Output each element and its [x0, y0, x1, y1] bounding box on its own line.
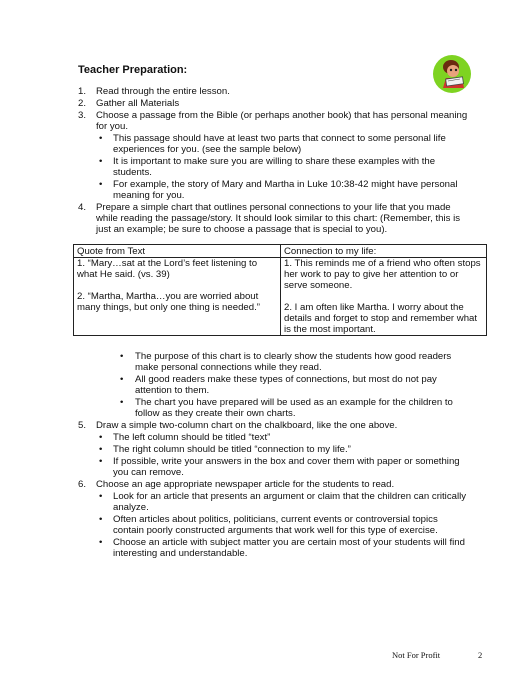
lesson-body: [77, 86, 481, 559]
chart-header-quote: Quote from Text: [74, 245, 281, 258]
step-1: [78, 86, 468, 97]
bullet-icon: •: [99, 491, 103, 502]
bullet-icon: •: [120, 351, 124, 362]
bullet-text: It is important to make sure you are willing to share these examples with the students.: [113, 156, 436, 178]
step-3-bullet: [78, 179, 468, 201]
bullet-text: The purpose of this chart is to clearly show the students how good readers make personal connections while they read.: [135, 351, 452, 373]
bullet-icon: •: [99, 514, 103, 525]
step-6-bullet: [78, 491, 468, 513]
step-5-bullet: [78, 456, 468, 478]
step-number: 1.: [78, 86, 87, 97]
step-6-bullet: [78, 537, 468, 559]
step-number: 5.: [78, 420, 87, 431]
step-number: 4.: [78, 202, 87, 213]
step-text: Choose a passage from the Bible (or perhaps another book) that has personal meaning for you.: [96, 110, 468, 132]
step-5: [78, 420, 468, 431]
chart-header-row: [74, 245, 487, 258]
bullet-text: If possible, write your answers in the box and cover them with paper or something you can remove.: [113, 456, 460, 478]
bullet-icon: •: [99, 537, 103, 548]
page-heading: Teacher Preparation:: [78, 64, 188, 76]
bullet-icon: •: [99, 432, 103, 443]
bullet-icon: •: [99, 179, 103, 190]
chart-purpose-bullet: [78, 351, 468, 373]
step-3-bullet: [78, 133, 468, 155]
bullet-icon: •: [120, 374, 124, 385]
step-number: 2.: [78, 98, 87, 109]
chart-purpose-bullet: [78, 374, 468, 396]
step-6-bullet: [78, 514, 468, 536]
step-text: Choose an age appropriate newspaper article for the students to read.: [96, 479, 395, 490]
connection-1: 1. This reminds me of a friend who often stops her work to pay to give her attention to or serve someone.: [284, 258, 481, 291]
bullet-text: Look for an article that presents an argument or claim that the children can critically analyze.: [113, 491, 467, 513]
step-text: Draw a simple two-column chart on the chalkboard, like the one above.: [96, 420, 398, 431]
connection-2: 2. I am often like Martha. I worry about the details and forget to stop and remember what is the most important.: [284, 302, 478, 335]
chart-purpose-bullet: [78, 397, 468, 419]
step-text: Read through the entire lesson.: [96, 86, 230, 97]
step-3: [78, 110, 468, 132]
bullet-icon: •: [99, 444, 103, 455]
chart-body-row: [74, 258, 487, 336]
bullet-text: All good readers make these types of connections, but most do not pay attention to them.: [135, 374, 437, 396]
chart-quote-cell: [74, 258, 281, 336]
step-text: Gather all Materials: [96, 98, 180, 109]
bullet-text: The chart you have prepared will be used as an example for the children to follow as they create their own charts.: [135, 397, 453, 419]
bullet-text: Often articles about politics, politicians, current events or controversial topics contain poorly constructed arguments that work well for this type of exercise.: [113, 514, 438, 536]
step-5-bullet: [78, 432, 468, 443]
bullet-icon: •: [99, 156, 103, 167]
bullet-text: The left column should be titled “text”: [113, 432, 271, 443]
step-2: [78, 98, 468, 109]
step-5-bullet: [78, 444, 468, 455]
chart-connection-cell: [281, 258, 487, 336]
footer-label: Not For Profit: [392, 650, 441, 660]
step-number: 3.: [78, 110, 87, 121]
bullet-icon: •: [99, 456, 103, 467]
bullet-text: The right column should be titled “connection to my life.”: [113, 444, 351, 455]
step-text: Prepare a simple chart that outlines personal connections to your life that you made while reading the passage/story. It should look similar to this chart: (Remember, this is just an example; be sure to choose a passage that is special to you).: [96, 202, 461, 235]
page-number: 2: [478, 650, 483, 660]
quote-1: 1. “Mary…sat at the Lord’s feet listening to what He said. (vs. 39): [77, 258, 258, 280]
bullet-icon: •: [99, 133, 103, 144]
bullet-text: For example, the story of Mary and Martha in Luke 10:38-42 might have personal meaning for you.: [113, 179, 458, 201]
bullet-icon: •: [120, 397, 124, 408]
step-4: [78, 202, 468, 235]
bullet-text: Choose an article with subject matter you are certain most of your students will find interesting and understandable.: [113, 537, 465, 559]
chart-header-connection: Connection to my life:: [281, 245, 487, 258]
connection-chart: [73, 244, 487, 336]
bullet-text: This passage should have at least two parts that connect to some personal life experiences for you. (see the sample below): [113, 133, 446, 155]
step-number: 6.: [78, 479, 87, 490]
step-3-bullet: [78, 156, 468, 178]
quote-2: 2. “Martha, Martha…you are worried about many things, but only one thing is needed.”: [77, 291, 260, 313]
step-6: [78, 479, 468, 490]
